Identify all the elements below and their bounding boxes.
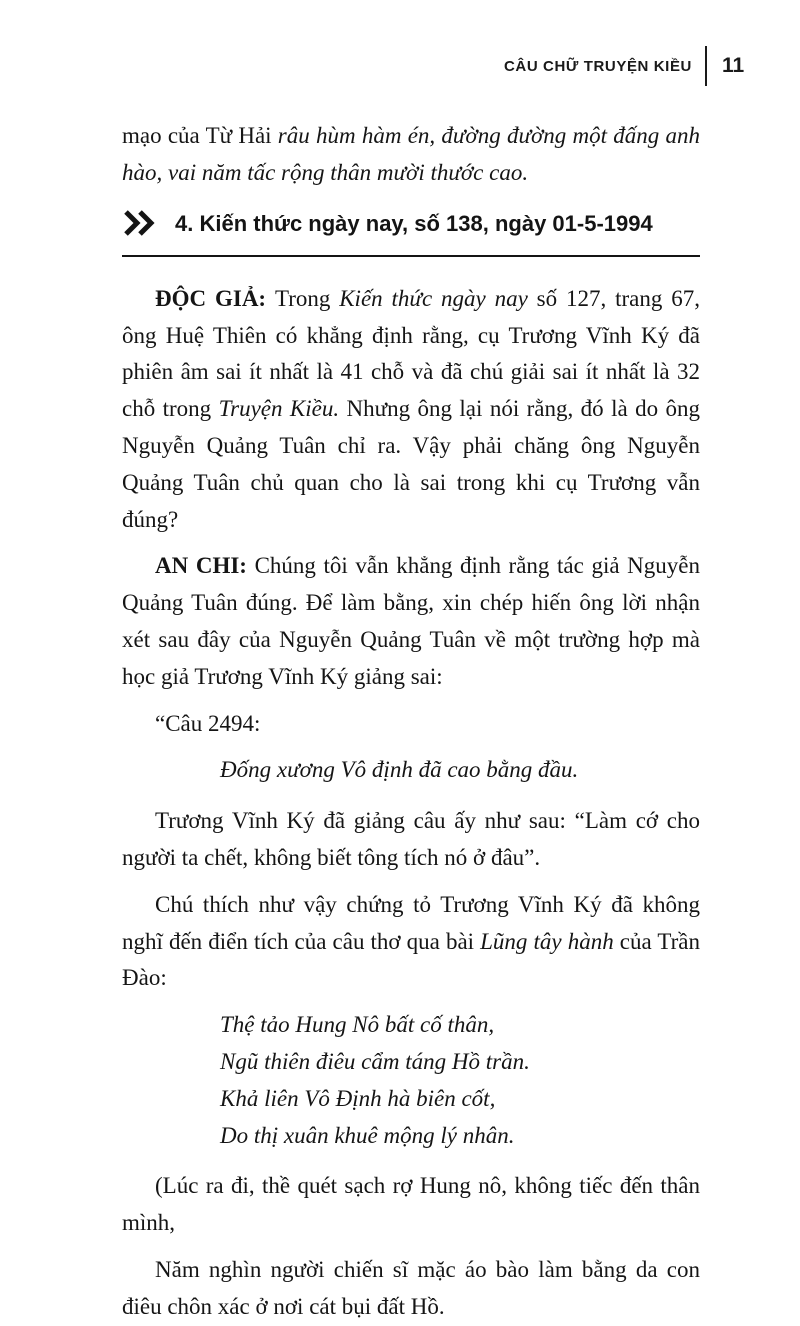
text-run: mạo của Từ Hải xyxy=(122,123,278,148)
paragraph xyxy=(122,1168,700,1242)
verse-line: Đống xương Vô định đã cao bằng đầu. xyxy=(220,757,579,783)
running-header-title: CÂU CHỮ TRUYỆN KIỀU xyxy=(503,57,692,75)
verse-line: Khả liên Vô Định hà biên cốt, xyxy=(220,1085,496,1111)
paragraph xyxy=(122,1252,700,1326)
text-run: Năm nghìn người chiến sĩ mặc áo bào làm bằng da con điêu chôn xác ở nơi cát bụi đất Hồ. xyxy=(122,1256,700,1319)
verse-block xyxy=(220,1007,700,1154)
verse-line: Ngũ thiên điêu cẩm táng Hồ trần. xyxy=(220,1048,530,1074)
italic-run: râu hùm hàm én, đường đường một đấng anh hào, vai năm tấc rộng thân mười thước cao. xyxy=(122,123,700,185)
intro-text xyxy=(122,118,700,192)
paragraph xyxy=(122,548,700,695)
page-content xyxy=(122,118,700,1326)
text-run: của Trần Đào: xyxy=(122,928,700,991)
italic-run: Lũng tây hành xyxy=(480,928,614,954)
text-run: Chú thích như vậy chứng tỏ Trương Vĩnh Ký đã không nghĩ đến điển tích của câu thơ qua bài xyxy=(122,891,700,954)
paragraph xyxy=(122,118,700,192)
paragraph xyxy=(122,887,700,997)
section-heading-text: 4. Kiến thức ngày nay, số 138, ngày 01-5-1994 xyxy=(175,210,653,236)
text-run: Nhưng ông lại nói rằng, đó là do ông Nguyễn Quảng Tuân chỉ ra. Vậy phải chăng ông Nguyễn Quảng Tuân chủ quan cho là sai trong khi cụ Trương vẫn đúng? xyxy=(122,396,700,532)
bold-run: ĐỘC GIẢ: xyxy=(155,285,275,311)
text-run: số 127, trang 67, ông Huệ Thiên có khẳng định rằng, cụ Trương Vĩnh Ký đã phiên âm sai ít nhất là 41 chỗ và đã chú giải sai ít nhất là 32 chỗ trong xyxy=(122,285,700,422)
italic-run: Truyện Kiều. xyxy=(218,396,340,422)
header-divider xyxy=(705,46,707,86)
text-run: (Lúc ra đi, thề quét sạch rợ Hung nô, không tiếc đến thân mình, xyxy=(122,1173,700,1236)
verse-line: Do thị xuân khuê mộng lý nhân. xyxy=(220,1122,515,1148)
verse-block xyxy=(220,752,700,789)
body-text xyxy=(122,281,700,1326)
text-run: Trong xyxy=(274,285,340,311)
bold-run: AN CHI: xyxy=(155,553,255,579)
paragraph xyxy=(122,803,700,877)
text-run: Chúng tôi vẫn khẳng định rằng tác giả Nguyễn Quảng Tuân đúng. Để làm bằng, xin chép hiến ông lời nhận xét sau đây của Nguyễn Quảng Tuân về một trường hợp mà học giả Trương Vĩnh Ký giảng sai: xyxy=(122,553,700,689)
italic-run: Kiến thức ngày nay xyxy=(339,285,528,311)
verse-line: Thệ tảo Hung Nô bất cố thân, xyxy=(220,1012,495,1038)
text-run: “Câu 2494: xyxy=(155,710,261,736)
running-header xyxy=(0,0,800,86)
double-chevron-icon xyxy=(122,209,158,237)
page-number: 11 xyxy=(722,54,745,77)
section-heading xyxy=(122,206,700,257)
paragraph xyxy=(122,281,700,539)
text-run: Trương Vĩnh Ký đã giảng câu ấy như sau: “Làm cớ cho người ta chết, không biết tông tích nó ở đâu”. xyxy=(122,808,700,870)
paragraph xyxy=(122,706,700,743)
